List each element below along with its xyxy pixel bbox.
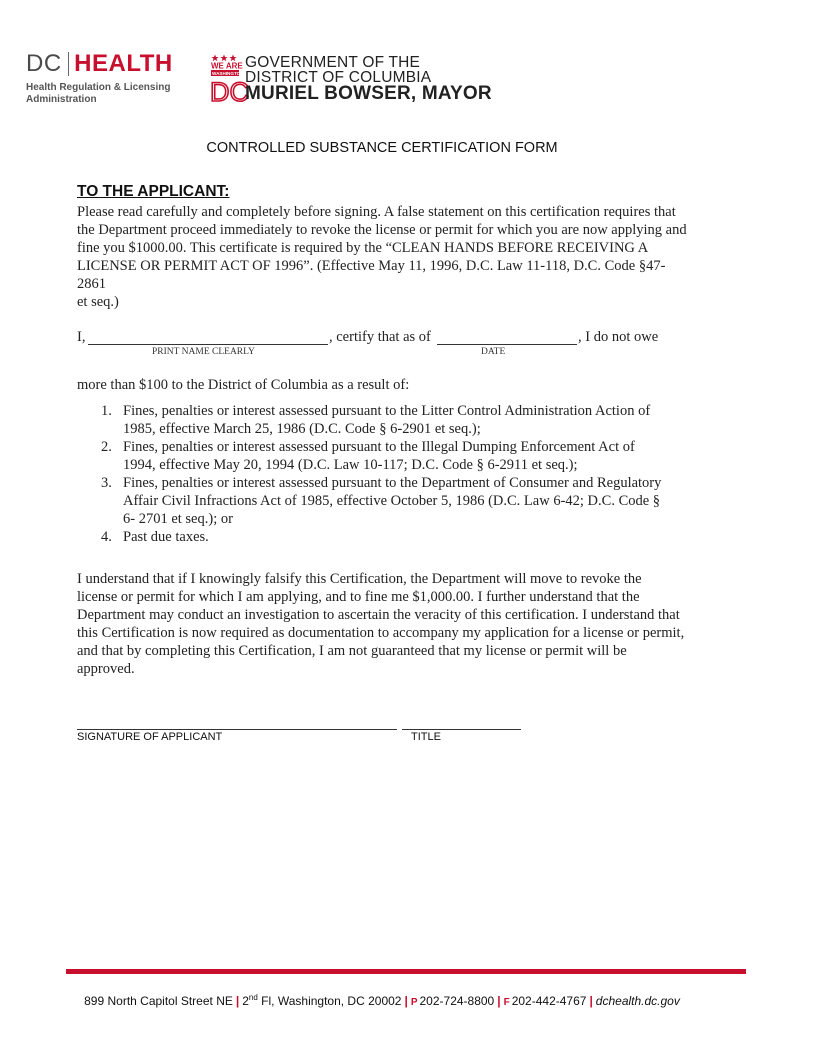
gov-line2: DISTRICT OF COLUMBIA — [245, 69, 432, 86]
cert-i-text: I, — [77, 329, 86, 345]
mayor-line: MURIEL BOWSER, MAYOR — [245, 83, 492, 104]
footer-address: 899 North Capitol Street NE — [84, 994, 233, 1008]
intro-text: Please read carefully and completely before signing. A false statement on this certification requires that the Department proceed immediately to revoke the license or permit for which you are now applying and fine you $1000.00. This certificate is required by the “CLEAN HANDS BEFORE RECEIVING A LICENSE OR PERMIT ACT OF 1996”. (Effective May 11, 1996, D.C. Law 11-118, D.C. Code §47-2861 — [77, 204, 687, 292]
signature-field[interactable] — [77, 729, 397, 730]
footer-contact: 899 North Capitol Street NE | 2nd Fl, Washington, DC 20002 | P 202-724-8800 | F 202-442-4767 | dchealth.dc.gov — [84, 993, 680, 1008]
footer-fax: 202-442-4767 — [511, 994, 587, 1008]
footer-phone: 202-724-8800 — [419, 994, 495, 1008]
hrla-line2: Administration — [26, 94, 97, 105]
footer-floor-sup: nd — [248, 993, 258, 1002]
list-item: 4. Past due taxes. — [101, 529, 209, 545]
date-field[interactable] — [437, 344, 577, 345]
title-label: TITLE — [411, 731, 441, 743]
footer-floor-rest: Fl, Washington, DC 20002 — [261, 994, 402, 1008]
list-item: 2. Fines, penalties or interest assessed pursuant to the Illegal Dumping Enforcement Act of 1994, effective May 20, 1994 (D.C. Law 10-117; D.C. Code § 6-2911 et seq.); — [101, 439, 635, 473]
footer-website-link[interactable]: dchealth.dc.gov — [595, 994, 680, 1008]
dc-outline-text: DC — [210, 77, 249, 107]
footer-rule — [66, 969, 746, 974]
footer-floor-num: 2 — [242, 994, 249, 1008]
logo-divider — [68, 52, 70, 76]
washington-text: WASHINGTON — [212, 71, 244, 76]
owe-line: more than $100 to the District of Columbia as a result of: — [77, 377, 410, 393]
cert-mid-text: , certify that as of — [329, 329, 431, 345]
applicant-heading: TO THE APPLICANT: — [77, 183, 230, 200]
fax-prefix: F — [503, 997, 510, 1008]
title-field[interactable] — [402, 729, 521, 730]
form-title: CONTROLLED SUBSTANCE CERTIFICATION FORM — [206, 140, 558, 156]
intro-paragraph — [77, 203, 689, 311]
print-name-field[interactable] — [88, 344, 328, 345]
dc-health-health-text: HEALTH — [74, 50, 173, 77]
signature-label: SIGNATURE OF APPLICANT — [77, 731, 223, 743]
phone-prefix: P — [410, 997, 418, 1008]
intro-tail: et seq.) — [77, 294, 119, 310]
list-item: 1. Fines, penalties or interest assessed pursuant to the Litter Control Administration Action of 1985, effective March 25, 1986 (D.C. Code § 6-2901 et seq.); — [101, 403, 651, 437]
dc-health-logo — [26, 50, 173, 106]
list-item: 3. Fines, penalties or interest assessed pursuant to the Department of Consumer and Regulatory Affair Civil Infractions Act of 1985, effective October 5, 1986 (D.C. Law 6-42; D.C. Code § 6- 2701 et seq.); or — [101, 475, 662, 527]
print-name-label: PRINT NAME CLEARLY — [152, 347, 255, 357]
gov-line1: GOVERNMENT OF THE — [245, 54, 421, 71]
violations-list — [101, 402, 671, 546]
dc-flag-mark-icon — [210, 54, 249, 107]
dc-health-dc-text: DC — [26, 50, 62, 77]
date-label: DATE — [481, 347, 506, 357]
we-are-text: WE ARE — [211, 61, 243, 71]
hrla-line1: Health Regulation & Licensing — [26, 82, 171, 93]
cert-end-text: , I do not owe — [578, 329, 659, 345]
understanding-paragraph: I understand that if I knowingly falsify this Certification, the Department will move to revoke the license or permit for which I am applying, and to fine me $1,000.00. I further understand that the Department may conduct an investigation to ascertain the veracity of this certification. I understand that this Certification is now required as documentation to accompany my application for a license or permit, and that by completing this Certification, I am not guaranteed that my license or permit will be approved. — [77, 571, 685, 677]
